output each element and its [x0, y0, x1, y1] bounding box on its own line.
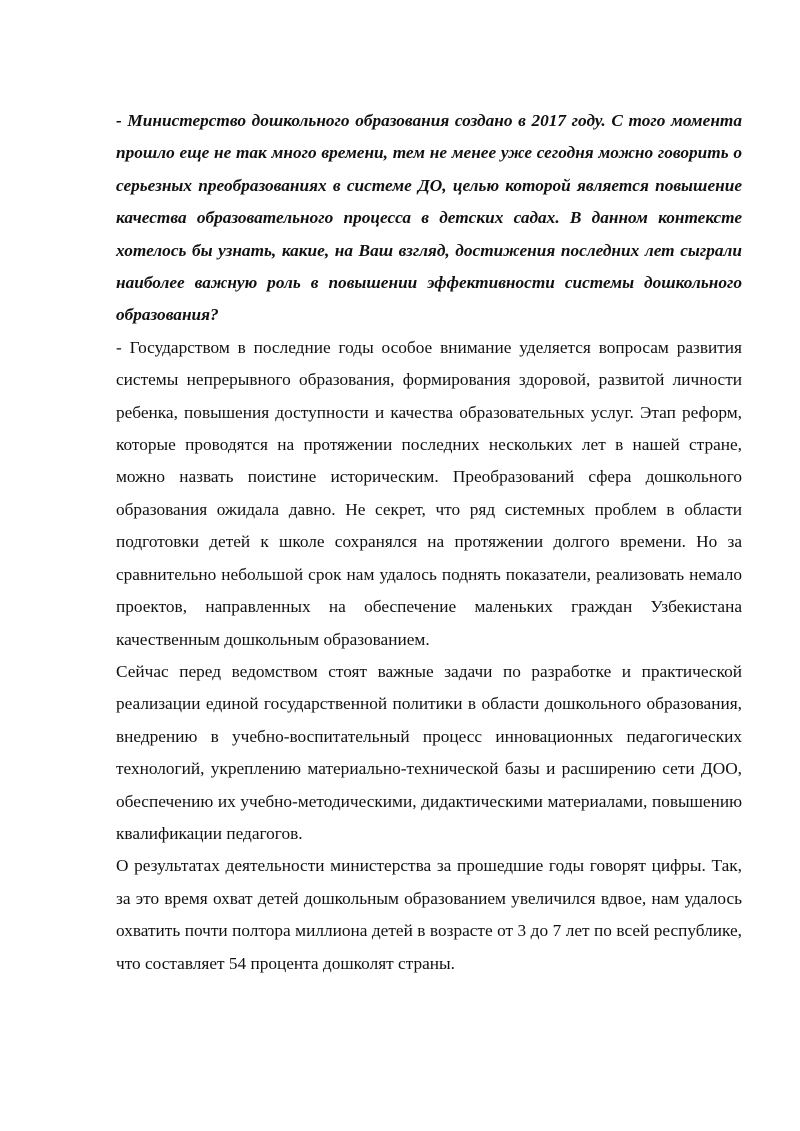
answer-paragraph-2: Сейчас перед ведомством стоят важные задачи по разработке и практической реализации единой государственной политики в области дошкольного образования, внедрению в учебно-воспитательный процесс инновационных педагогических технологий, укреплению материально-технической базы и расширению сети ДОО, обеспечению их учебно-методическими, дидактическими материалами, повышению квалификации педагогов.	[116, 661, 742, 843]
answer-paragraph-3: О результатах деятельности министерства за прошедшие годы говорят цифры. Так, за это время охват детей дошкольным образованием увеличился вдвое, нам удалось охватить почти полтора миллиона детей в возрасте от 3 до 7 лет по всей республике, что составляет 54 процента дошколят страны.	[116, 856, 742, 973]
interview-question: - Министерство дошкольного образования создано в 2017 году. С того момента прошло еще не так много времени, тем не менее уже сегодня можно говорить о серьезных преобразованиях в системе ДО, целью которой является повышение качества образовательного процесса в детских садах. В данном контексте хотелось бы узнать, какие, на Ваш взгляд, достижения последних лет сыграли наиболее важную роль в повышении эффективности системы дошкольного образования?	[116, 111, 742, 325]
document-page	[116, 105, 742, 980]
answer-paragraph-1: - Государством в последние годы особое внимание уделяется вопросам развития системы непрерывного образования, формирования здоровой, развитой личности ребенка, повышения доступности и качества образовательных услуг. Этап реформ, которые проводятся на протяжении последних нескольких лет в нашей стране, можно назвать поистине историческим. Преобразований сфера дошкольного образования ожидала давно. Не секрет, что ряд системных проблем в области подготовки детей к школе сохранялся на протяжении долгого времени. Но за сравнительно небольшой срок нам удалось поднять показатели, реализовать немало проектов, направленных на обеспечение маленьких граждан Узбекистана качественным дошкольным образованием.	[116, 337, 742, 649]
